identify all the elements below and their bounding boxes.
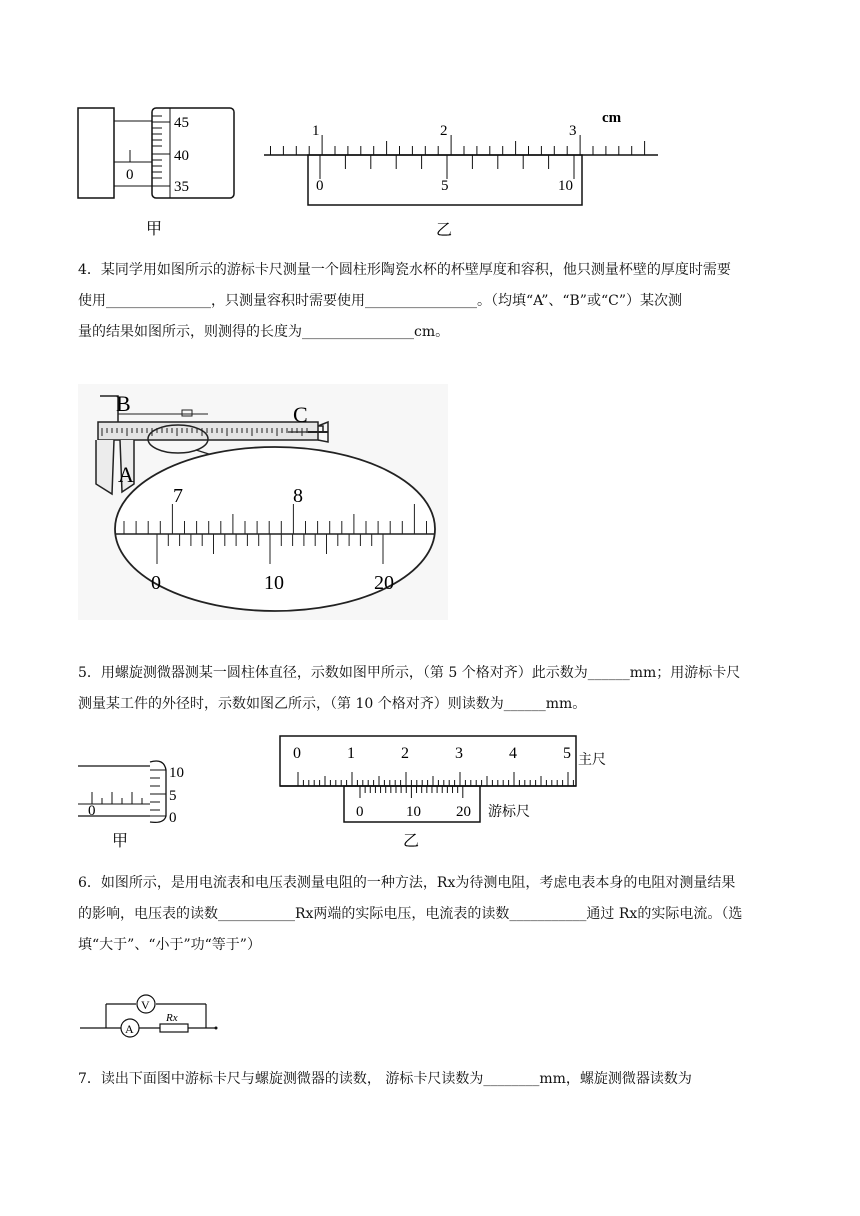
vernier-scale-label: 10	[558, 178, 573, 194]
circuit-diagram	[76, 984, 226, 1044]
jaw-label-a: A	[118, 462, 134, 487]
scale-label: 3	[455, 745, 463, 762]
scale-label: 10	[169, 765, 184, 781]
main-scale-label: 3	[569, 123, 577, 139]
main-scale-caption: 主尺	[578, 752, 606, 768]
top-micrometer-figure	[70, 100, 250, 240]
text-line: 7．读出下面图中游标卡尺与螺旋测微器的读数， 游标卡尺读数为________mm，螺旋测微器读数为	[78, 1071, 692, 1087]
figure-caption: 乙	[436, 220, 453, 239]
voltmeter-label: V	[141, 998, 150, 1012]
main-scale-label: 8	[293, 485, 303, 507]
scale-label: 1	[347, 745, 355, 762]
zero-label: 0	[88, 803, 96, 819]
scale-label: 20	[456, 804, 471, 820]
top-vernier-figure	[258, 102, 668, 242]
q5-micrometer-figure	[74, 752, 204, 852]
main-scale-label: 2	[440, 123, 448, 139]
figure-caption: 甲	[146, 219, 163, 238]
text-line: 填“大于”、“小于”功“等于”）	[78, 937, 261, 953]
q5-vernier-figure	[278, 734, 618, 854]
ammeter-label: A	[125, 1022, 134, 1036]
text-line: 使用_______________，只测量容积时需要使用________________。（均填“A”、“B”或“C”）某次测	[78, 293, 682, 309]
vernier-scale-label: 5	[441, 178, 449, 194]
figure-caption: 甲	[112, 831, 129, 850]
caliper-figure	[78, 384, 448, 620]
vernier-scale-label: 10	[264, 572, 284, 594]
main-scale-label: 1	[312, 123, 320, 139]
unit-label: cm	[602, 110, 622, 126]
figure-caption: 乙	[403, 831, 420, 850]
jaw-label-b: B	[116, 391, 131, 416]
scale-label: 0	[169, 810, 177, 826]
vernier-scale-label: 0	[316, 178, 324, 194]
vernier-scale-caption: 游标尺	[488, 804, 530, 820]
main-scale-label: 7	[173, 485, 183, 507]
question-4-text	[78, 255, 784, 348]
scale-label: 10	[406, 804, 421, 820]
vernier-scale-label: 0	[151, 572, 161, 594]
scale-label: 0	[293, 745, 301, 762]
text-line: 测量某工件的外径时，示数如图乙所示，（第 10 个格对齐）则读数为______mm。	[78, 696, 587, 712]
depth-rod-label-c: C	[293, 402, 308, 427]
scale-label: 0	[356, 804, 364, 820]
text-line: 6．如图所示，是用电流表和电压表测量电阻的一种方法，Rx为待测电阻，考虑电表本身的电阻对测量结果	[78, 875, 736, 891]
question-6-text	[78, 868, 784, 961]
text-line: 5．用螺旋测微器测某一圆柱体直径，示数如图甲所示，（第 5 个格对齐）此示数为______mm；用游标卡尺	[78, 665, 741, 681]
text-line: 的影响，电压表的读数___________Rx两端的实际电压，电流表的读数___________通过 Rx的实际电流。（选	[78, 906, 743, 922]
scale-label: 4	[509, 745, 517, 762]
resistor-label: Rx	[166, 1012, 178, 1024]
question-5-text	[78, 658, 784, 720]
scale-label: 2	[401, 745, 409, 762]
scale-label: 5	[169, 788, 177, 804]
scale-label: 5	[563, 745, 571, 762]
vernier-scale-label: 20	[374, 572, 394, 594]
scale-label: 40	[174, 148, 189, 164]
zero-label: 0	[126, 167, 134, 183]
text-line: 4．某同学用如图所示的游标卡尺测量一个圆柱形陶瓷水杯的杯壁厚度和容积，他只测量杯壁的厚度时需要	[78, 262, 731, 278]
text-line: 量的结果如图所示，则测得的长度为________________cm。	[78, 324, 450, 340]
question-7-text	[78, 1064, 784, 1095]
scale-label: 45	[174, 115, 189, 131]
scale-label: 35	[174, 179, 189, 195]
